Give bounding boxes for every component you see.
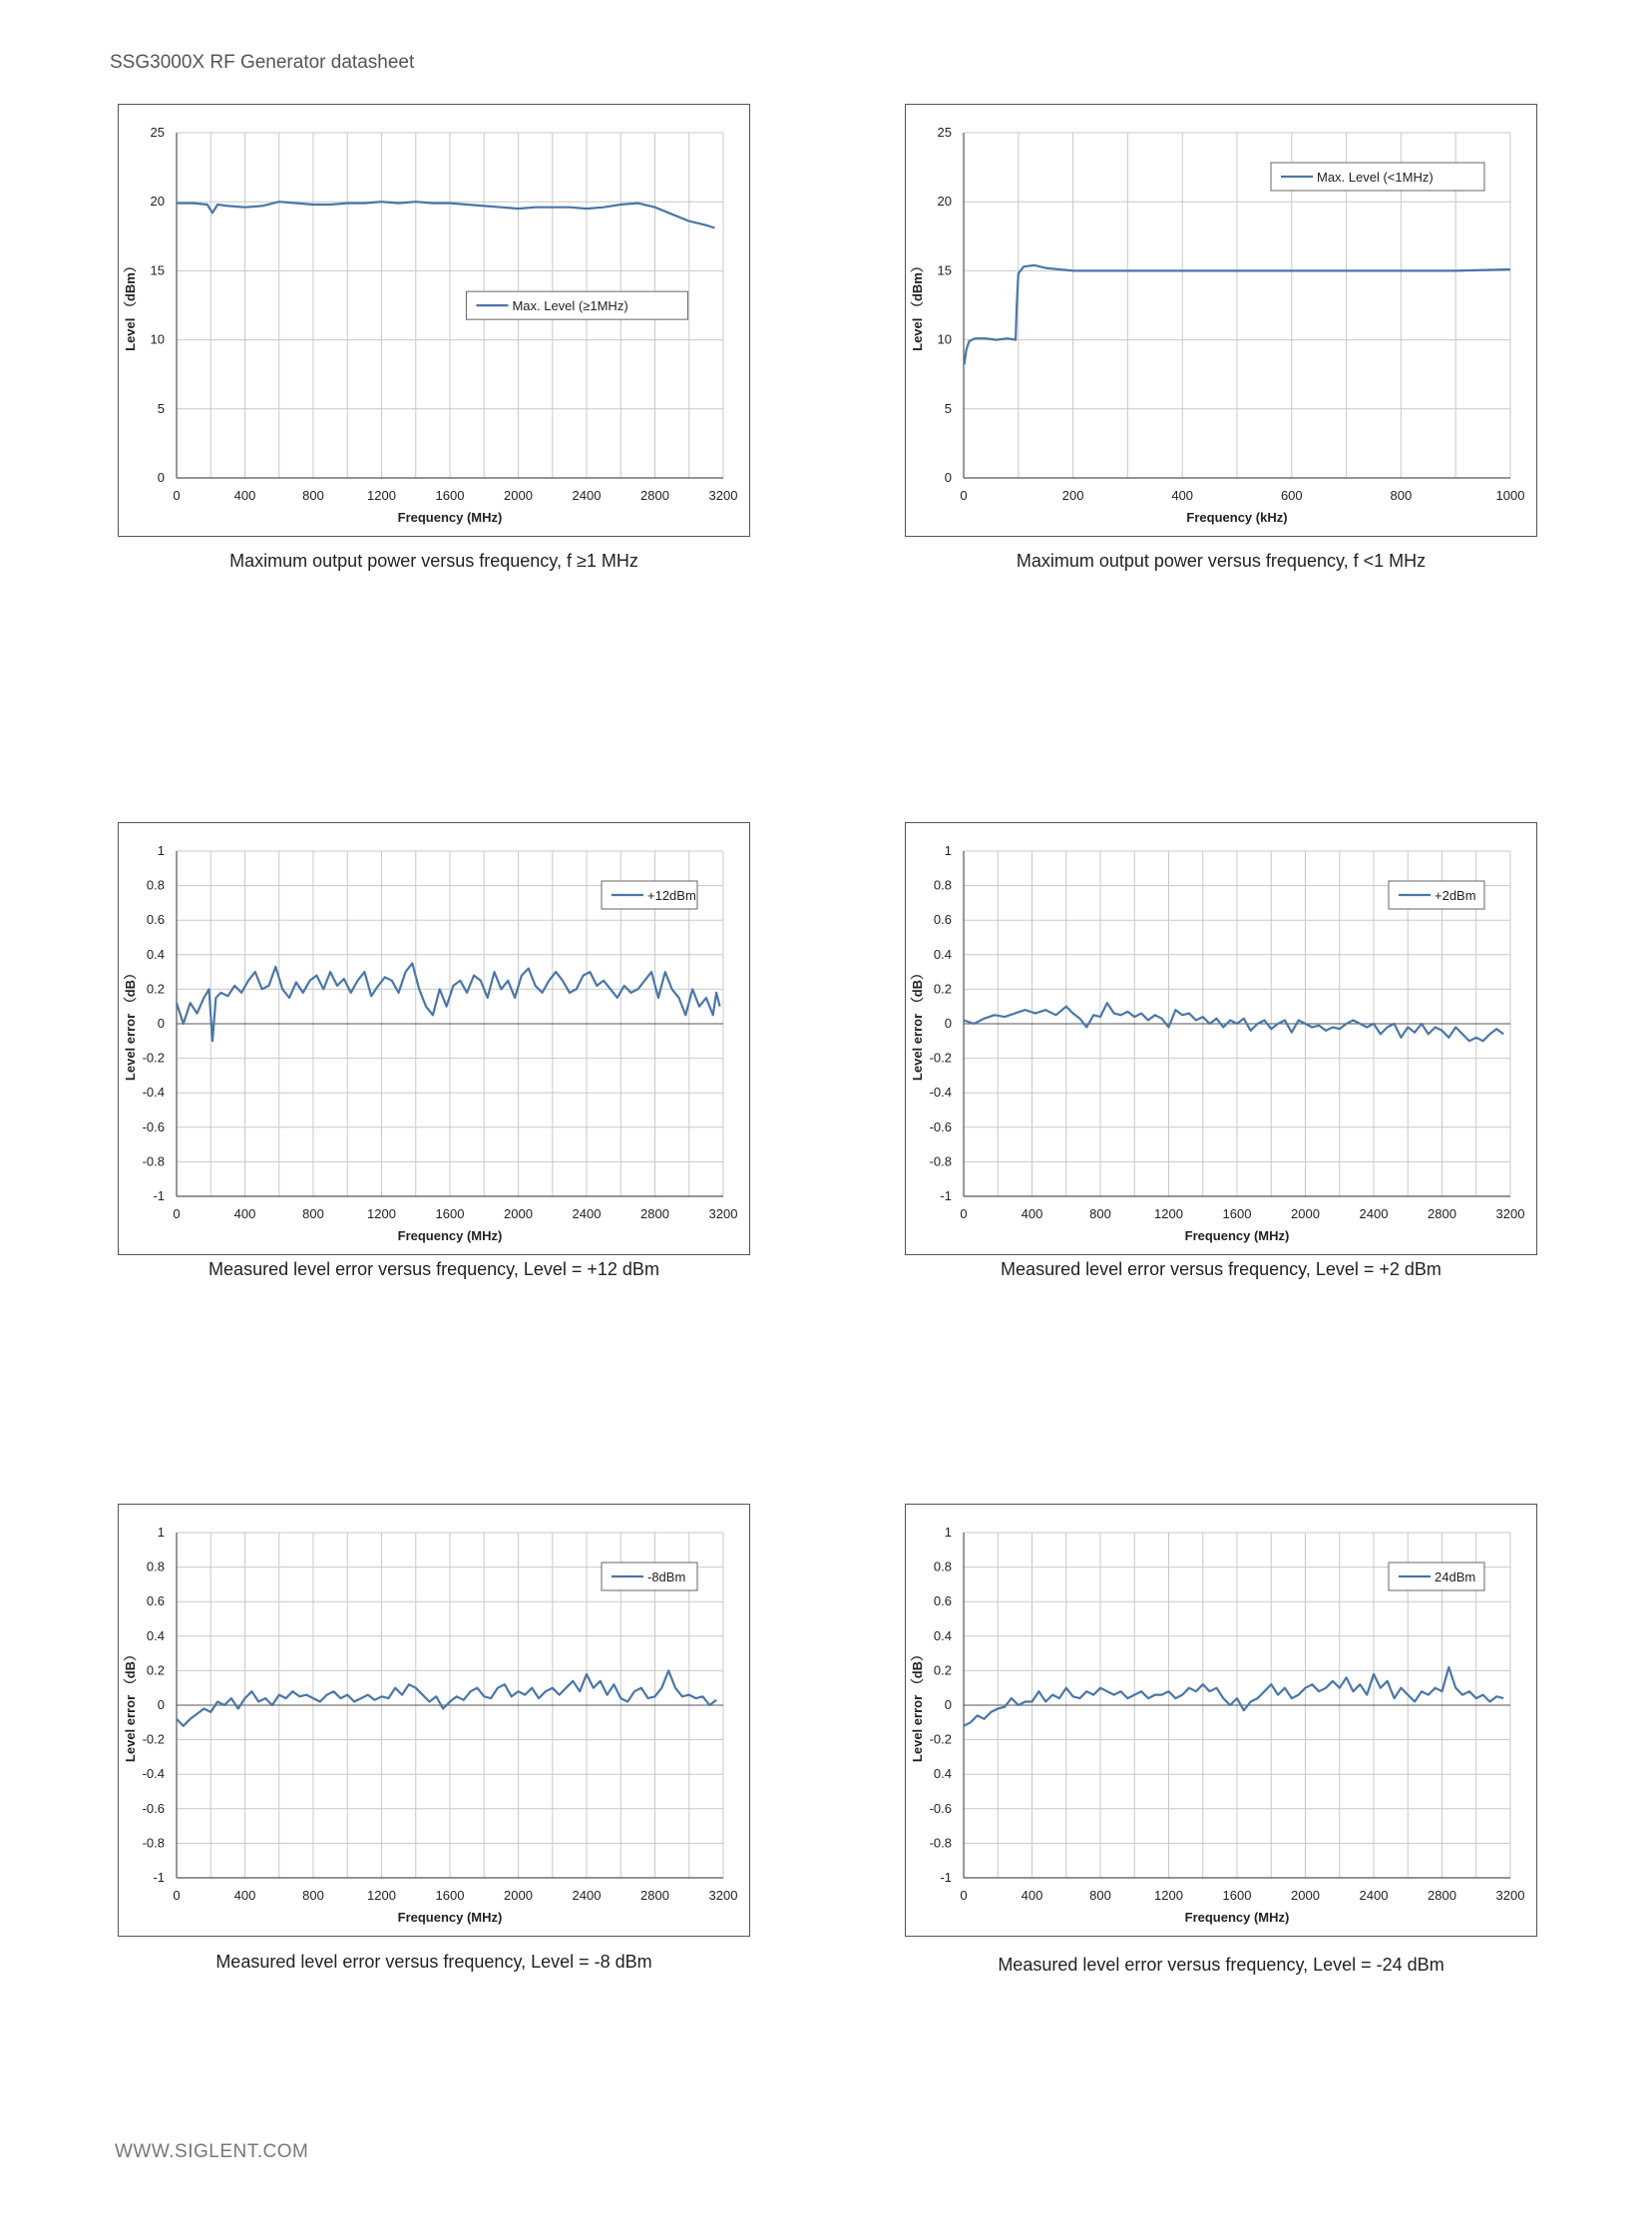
y-tick-label: -0.6 [142,1119,165,1134]
y-tick-label: -0.8 [142,1835,165,1851]
y-tick-label: -0.6 [142,1800,165,1816]
y-tick-label: -0.6 [929,1119,952,1134]
y-tick-label: 10 [937,331,952,347]
x-tick-label: 0 [960,488,968,503]
x-tick-label: 2400 [572,1888,602,1903]
x-tick-label: 800 [302,1206,324,1221]
y-tick-label: 0.6 [933,1593,952,1609]
caption-level-error-minus8dbm: Measured level error versus frequency, Level = -8 dBm [215,1952,652,1972]
series-line [177,963,720,1041]
y-tick-label: 0.8 [933,1559,952,1574]
x-tick-label: 1600 [435,1206,465,1221]
x-tick-label: 2400 [572,488,602,503]
y-tick-label: 0.8 [146,1559,165,1574]
x-axis-label: Frequency (MHz) [397,1228,503,1243]
y-tick-label: 20 [150,194,165,210]
chart-level-error-minus24dbm [905,1504,1537,1937]
y-axis-label: Level （dBm） [123,259,138,351]
y-tick-label: 0.4 [933,1766,952,1782]
chart-svg [906,1505,1538,1938]
y-tick-label: 0.8 [933,877,952,893]
y-axis-label: Level error （dB） [123,966,138,1082]
y-tick-label: 5 [157,400,165,416]
x-tick-label: 1200 [367,488,396,503]
chart-svg [906,105,1538,538]
x-tick-label: 0 [173,488,181,503]
series-line [177,202,714,227]
y-tick-label: 1 [944,1525,952,1540]
x-tick-label: 400 [1021,1888,1043,1903]
x-axis-label: Frequency (MHz) [397,510,503,525]
x-tick-label: 2000 [504,1206,533,1221]
y-tick-label: -0.2 [929,1050,952,1066]
y-tick-label: 1 [944,843,952,858]
x-tick-label: 2000 [1291,1888,1320,1903]
y-tick-label: -0.2 [142,1050,165,1066]
x-tick-label: 800 [1089,1206,1111,1221]
caption-max-level-above-1mhz: Maximum output power versus frequency, f ≥1 MHz [229,551,638,571]
x-tick-label: 0 [173,1888,181,1903]
x-tick-label: 1000 [1495,488,1525,503]
x-tick-label: 800 [1089,1888,1111,1903]
y-tick-label: -0.4 [142,1766,165,1782]
x-tick-label: 0 [960,1206,968,1221]
y-tick-label: -0.8 [929,1153,952,1169]
y-tick-label: 15 [937,262,952,278]
y-tick-label: 25 [937,125,952,140]
y-axis-label: Level error （dB） [910,966,925,1082]
x-tick-label: 0 [960,1888,968,1903]
chart-svg [906,823,1538,1256]
y-tick-label: 0 [157,1697,165,1712]
x-tick-label: 1200 [1154,1206,1183,1221]
x-axis-label: Frequency (MHz) [397,1910,503,1925]
x-tick-label: 200 [1061,488,1084,503]
x-tick-label: 3200 [1495,1888,1525,1903]
x-tick-label: 3200 [1495,1206,1525,1221]
x-tick-label: 1600 [435,1888,465,1903]
chart-max-level-above-1mhz [118,104,750,537]
y-tick-label: 20 [937,194,952,210]
chart-level-error-minus8dbm [118,1504,750,1937]
page-footer-url: WWW.SIGLENT.COM [115,2141,309,2162]
x-tick-label: 2800 [640,488,669,503]
chart-level-error-plus2dbm [905,822,1537,1255]
x-tick-label: 1600 [1222,1888,1252,1903]
y-tick-label: 0.6 [933,912,952,928]
y-tick-label: 10 [150,331,165,347]
x-tick-label: 1600 [435,488,465,503]
x-tick-label: 1200 [1154,1888,1183,1903]
y-tick-label: -0.2 [929,1731,952,1747]
y-tick-label: 5 [944,400,952,416]
series-line [964,1667,1503,1726]
y-tick-label: 0.2 [933,981,952,997]
x-tick-label: 3200 [708,1206,738,1221]
y-tick-label: -0.4 [929,1085,952,1101]
y-tick-label: 0.2 [146,981,165,997]
x-tick-label: 2400 [572,1206,602,1221]
caption-level-error-plus12dbm: Measured level error versus frequency, Level = +12 dBm [208,1259,659,1279]
x-tick-label: 2800 [640,1888,669,1903]
caption-max-level-below-1mhz: Maximum output power versus frequency, f <1 MHz [1016,551,1427,571]
y-tick-label: 0 [157,1016,165,1031]
x-tick-label: 2400 [1359,1888,1389,1903]
y-tick-label: 0.2 [933,1662,952,1678]
y-tick-label: 0.6 [146,912,165,928]
x-tick-label: 400 [1021,1206,1043,1221]
legend-label: 24dBm [1435,1569,1476,1584]
y-tick-label: 0 [157,470,165,485]
x-tick-label: 400 [1171,488,1194,503]
x-tick-label: 3200 [708,1888,738,1903]
x-tick-label: 2800 [640,1206,669,1221]
chart-svg [119,823,751,1256]
x-axis-label: Frequency (kHz) [1186,510,1288,525]
x-tick-label: 2000 [504,488,533,503]
y-tick-label: -0.8 [929,1835,952,1851]
y-tick-label: 1 [157,1525,165,1540]
legend-label: -8dBm [647,1569,686,1584]
x-axis-label: Frequency (MHz) [1184,1910,1290,1925]
chart-max-level-below-1mhz [905,104,1537,537]
legend-label: +12dBm [647,888,696,903]
y-tick-label: -0.2 [142,1731,165,1747]
y-tick-label: -1 [940,1188,952,1203]
x-tick-label: 2800 [1428,1206,1456,1221]
series-line [964,1003,1503,1041]
legend-label: Max. Level (≥1MHz) [512,298,628,314]
y-tick-label: 0.6 [146,1593,165,1609]
y-tick-label: 0 [944,1697,952,1712]
y-tick-label: 25 [150,125,165,140]
y-tick-label: 0.4 [933,946,952,962]
x-tick-label: 800 [1390,488,1413,503]
y-tick-label: 0.8 [146,877,165,893]
x-tick-label: 400 [233,488,256,503]
x-tick-label: 2000 [504,1888,533,1903]
y-tick-label: -1 [940,1870,952,1885]
y-axis-label: Level （dBm） [910,259,925,351]
caption-level-error-minus24dbm: Measured level error versus frequency, Level = -24 dBm [998,1955,1445,1975]
x-tick-label: 800 [302,1888,324,1903]
y-tick-label: -0.4 [142,1085,165,1101]
y-tick-label: 1 [157,843,165,858]
x-tick-label: 0 [173,1206,181,1221]
y-tick-label: -0.8 [142,1153,165,1169]
x-tick-label: 400 [233,1888,256,1903]
y-tick-label: 0.4 [146,1627,165,1643]
x-tick-label: 2800 [1428,1888,1456,1903]
x-tick-label: 1200 [367,1888,396,1903]
y-tick-label: 0 [944,1016,952,1031]
x-tick-label: 2000 [1291,1206,1320,1221]
page-header: SSG3000X RF Generator datasheet [110,52,415,73]
x-tick-label: 400 [233,1206,256,1221]
x-tick-label: 600 [1280,488,1303,503]
y-axis-label: Level error （dB） [910,1647,925,1763]
y-tick-label: -0.6 [929,1800,952,1816]
chart-svg [119,105,751,538]
chart-level-error-plus12dbm [118,822,750,1255]
y-axis-label: Level error （dB） [123,1647,138,1763]
y-tick-label: 0 [944,470,952,485]
legend-label: +2dBm [1435,888,1476,903]
series-line [177,1670,716,1725]
chart-svg [119,1505,751,1938]
y-tick-label: 0.4 [933,1627,952,1643]
y-tick-label: 0.4 [146,946,165,962]
y-tick-label: -1 [153,1870,165,1885]
y-tick-label: 0.2 [146,1662,165,1678]
x-tick-label: 2400 [1359,1206,1389,1221]
y-tick-label: 15 [150,262,165,278]
y-tick-label: -1 [153,1188,165,1203]
x-tick-label: 1200 [367,1206,396,1221]
x-tick-label: 1600 [1222,1206,1252,1221]
x-tick-label: 800 [302,488,324,503]
caption-level-error-plus2dbm: Measured level error versus frequency, Level = +2 dBm [1001,1259,1442,1279]
legend-label: Max. Level (<1MHz) [1317,170,1434,185]
x-axis-label: Frequency (MHz) [1184,1228,1290,1243]
x-tick-label: 3200 [708,488,738,503]
